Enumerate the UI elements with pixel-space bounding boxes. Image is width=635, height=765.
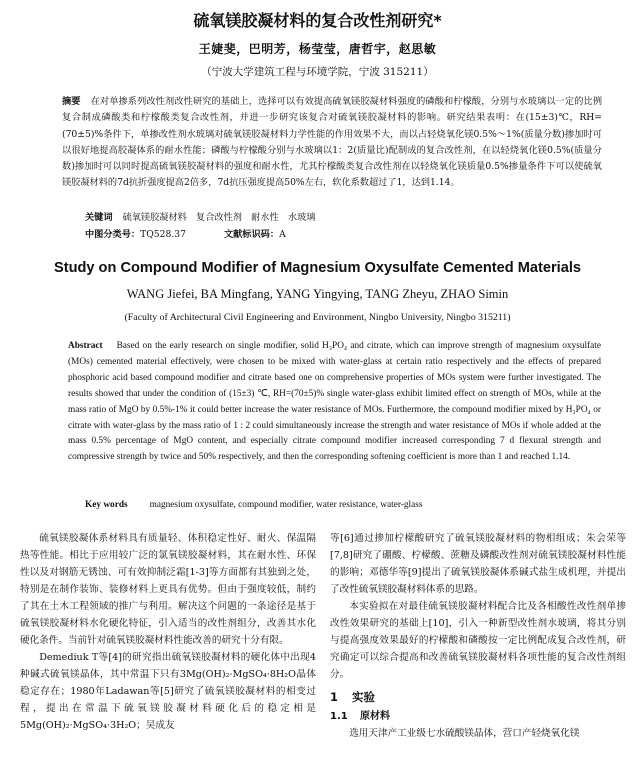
chinese-authors: 王婕斐，巴明芳，杨莹莹，唐哲宇，赵思敏 [198, 42, 437, 56]
english-abstract-text: Based on the early research on single modifier, solid H₃PO₄ and citrate, which can improve strength of magnesium oxysulfate (MOs) cemented material effectively, were chosen to be mixed with water-glass at certain ratio respectively and the effects of prepared phosphoric acid based compound modifier and citrate based one on comprehensive properties of MOs system were further investigated. The results showed that under the condition of (15±3) ℃, RH=(70±5)% single water-glass exhibit limited effect on strength of MOs, while at the mass ratio of MgO by 0.5%-1% it could better increase the water resistance of MOs. Furthermore, the compound modifier mixed by H₃PO₄ or citrate with water-glass by the mass ratio of 1 : 2 could simultaneously increase the strength and water resistance of MOs if whole added at the mass 0.5% percentage of MgO content, and especially citrate compound modifier increased corresponding 7 d flexural strength and compressive strength by twice and 50% respectively, and then the corresponding softening coefficient is more than 1 and reached 1.14. [68, 341, 601, 463]
body-paragraph: 硫氧镁胶凝体系材料具有质量轻、体积稳定性好、耐火、保温隔热等性能。相比于应用较广泛的氯氧镁胶凝材料，其在耐水性、环保性以及对钢筋无锈蚀、可有效抑制泛霜[1-3]等方面都有其独到之处，特别是在制作装饰、装修材料上更具有优势。但由于强度较低，制约了其在土木工程领域的推广与利用。解决这个问题的一条途径是基于硫氧镁胶凝材料水化硬化特征，引入适当的改性剂组分，改善其水化硬化条件。当前针对硫氧镁胶凝材料性能改善的研究十分有限。 [20, 533, 316, 646]
english-abstract [68, 339, 601, 466]
document-code-label: 文献标识码： [223, 229, 280, 240]
english-keywords [85, 500, 605, 510]
english-authors: WANG Jiefei, BA Mingfang, YANG Yingying, TANG Zheyu, ZHAO Simin [126, 287, 509, 301]
subsection-number: 1.1 [330, 711, 348, 722]
subsection-heading [330, 708, 626, 725]
body-left-column [20, 530, 316, 734]
chinese-keywords-label: 关键词 [85, 212, 113, 223]
section-heading [330, 689, 626, 706]
chinese-abstract-text: 在对单掺系列改性剂改性研究的基础上，选择可以有效提高硫氧镁胶凝材料强度的磷酸和柠檬酸，分别与水玻璃以一定的比例复合制成磷酸类和柠檬酸类复合改性剂，并进一步研究该复合对硫氧镁胶凝材料的影响。研究结果表明：在(15±3)℃，RH=(70±5)%条件下，单掺改性剂水玻璃对硫氧镁胶凝材料力学性能的作用效果不大，而以占轻烧氧化镁0.5%～1%(质量分数)掺加时可以很好地提高胶凝体系的耐水性能；磷酸与柠檬酸分别与水玻璃以1：2(质量比)配制成的复合改性剂，在以轻烧氧化镁0.5%(质量分数)掺加时可以同时提高硫氧镁胶凝材料的强度和耐水性，尤其柠檬酸类复合改性剂在以轻烧氧化镁质量0.5%掺量条件下可以使硫氧镁胶凝材料的7d抗折强度提高2倍多，7d抗压强度提高50%左右，软化系数超过了1，达到1.14。 [62, 96, 603, 189]
body-right-column [330, 530, 626, 742]
section-number: 1 [330, 690, 339, 704]
english-title: Study on Compound Modifier of Magnesium Oxysulfate Cemented Materials [53, 260, 582, 276]
body-paragraph: 等[6]通过掺加柠檬酸研究了硫氧镁胶凝材料的物相组成；朱会荣等[7,8]研究了硼酸、柠檬酸、蔗糖及磷酸改性剂对硫氧镁胶凝材料性能的影响；邓德华等[9]提出了硫氧镁胶凝体系碱式盐生成机理，并提出了改性硫氧镁胶凝材料体系的思路。 [330, 533, 626, 595]
classification-line [85, 226, 605, 240]
body-paragraph: 选用天津产工业级七水硫酸镁晶体，营口产轻烧氧化镁 [349, 728, 580, 739]
english-abstract-label: Abstract [68, 341, 103, 351]
classification-value: TQ528.37 [140, 229, 186, 240]
section-title: 实验 [352, 690, 375, 704]
chinese-abstract [62, 94, 602, 192]
english-keywords-label: Key words [85, 500, 128, 510]
classification-label: 中图分类号： [85, 229, 141, 240]
english-keywords-text: magnesium oxysulfate, compound modifier, water resistance, water-glass [149, 500, 423, 510]
chinese-title: 硫氧镁胶凝材料的复合改性剂研究* [193, 11, 442, 30]
chinese-keywords [85, 209, 605, 223]
chinese-affiliation: （宁波大学建筑工程与环境学院，宁波 315211） [201, 66, 434, 78]
body-paragraph: 本实验拟在对最佳硫氧镁胶凝材料配合比及各相酸性改性剂单掺改性效果研究的基础上[10]，引入一种新型改性剂水玻璃，将其分别与提高强度效果最好的柠檬酸和磷酸按一定比例配成复合改性剂，研究确定可以综合提高和改善硫氧镁胶凝材料各项性能的复合改性剂组分。 [330, 601, 626, 680]
subsection-title: 原材料 [360, 711, 390, 722]
document-code-value: A [279, 229, 286, 240]
chinese-abstract-label: 摘要 [62, 96, 81, 107]
chinese-keywords-text: 硫氧镁胶凝材料 复合改性剂 耐水性 水玻璃 [122, 212, 316, 223]
body-paragraph: Demediuk T等[4]的研究指出硫氧镁胶凝材料的硬化体中出现4种碱式硫氧镁晶体，其中常温下只有3Mg(OH)₂·MgSO₄·8H₂O晶体稳定存在；1980年Ladawan等[5]研究了硫氧镁胶凝材料的相变过程，提出在常温下硫氧镁胶凝材料硬化后的稳定相是5Mg(OH)₂·MgSO₄·3H₂O；吴成友 [20, 652, 316, 731]
english-affiliation: (Faculty of Architectural Civil Engineering and Environment, Ningbo University, Ningbo 315211) [124, 312, 511, 323]
